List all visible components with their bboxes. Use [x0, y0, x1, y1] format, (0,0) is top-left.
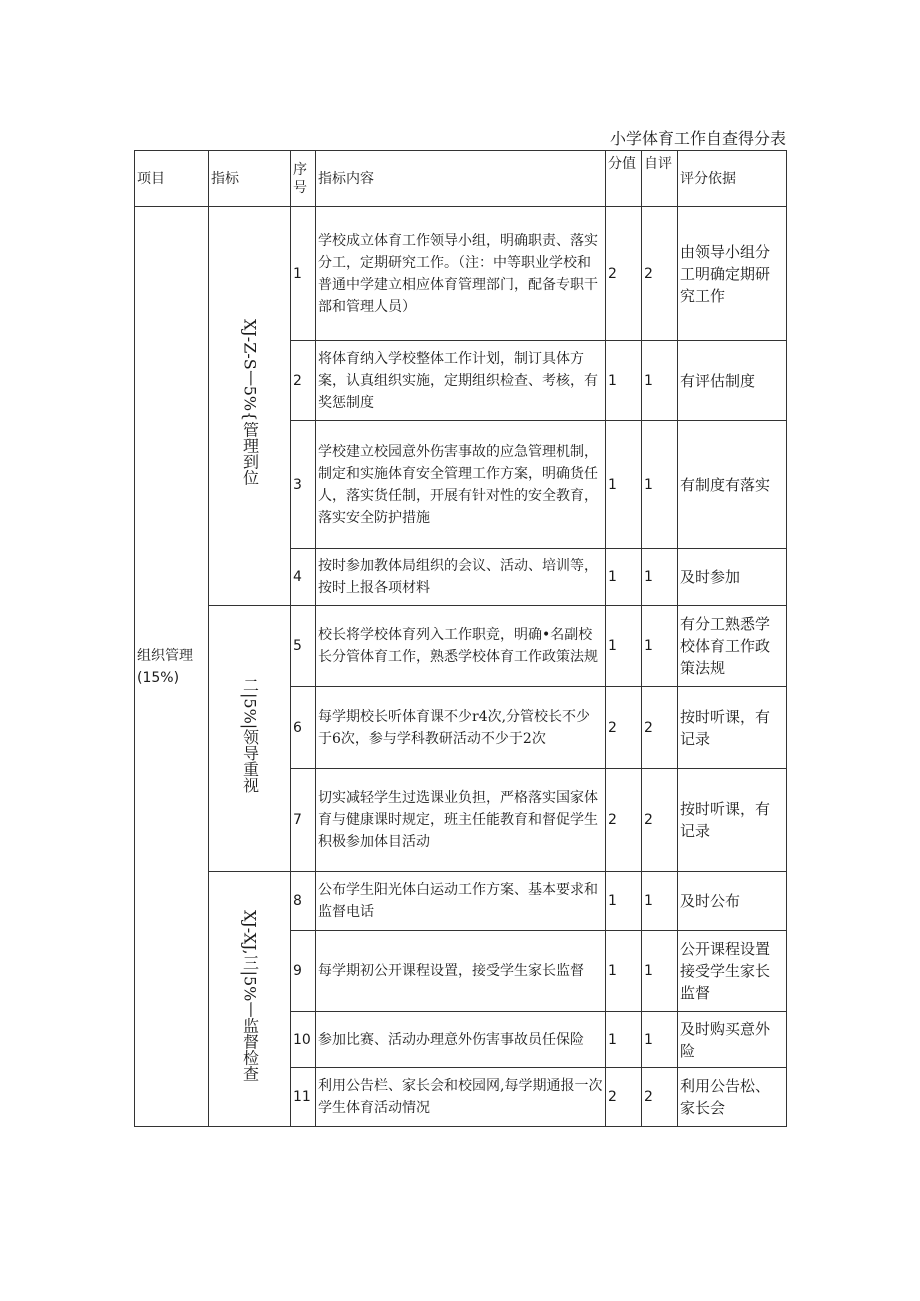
- row-basis: 由领导小组分工明确定期研究工作: [678, 207, 787, 341]
- header-basis: 评分依据: [678, 151, 787, 207]
- row-seq: 1: [291, 207, 316, 341]
- row-content: 切实减轻学生过选课业负担，严格落实国家体育与健康课时规定，班主任能教育和督促学生积极参加体目活动: [316, 769, 606, 872]
- row-content: 校长将学校体育列入工作职竞，明确•名副校长分管体育工作，熟悉学校体育工作政策法规: [316, 606, 606, 687]
- header-indicator: 指标: [209, 151, 291, 207]
- row-basis: 公开课程设置接受学生家长监督: [678, 931, 787, 1012]
- indicator-group-3: [209, 872, 291, 1127]
- header-score: 分值: [606, 151, 642, 207]
- category-label: 组织管理(15%): [137, 647, 193, 686]
- header-item: 项目: [135, 151, 209, 207]
- row-basis: 按时听课，有记录: [678, 769, 787, 872]
- row-seq: 9: [291, 931, 316, 1012]
- row-score: 1: [606, 421, 642, 549]
- row-self-score: 2: [642, 687, 678, 769]
- row-score: 1: [606, 341, 642, 421]
- row-seq: 10: [291, 1012, 316, 1068]
- row-seq: 8: [291, 872, 316, 931]
- row-content: 将体育纳入学校整体工作计划，制订具体方案，认真组织实施，定期组织检查、考核，有奖惩制度: [316, 341, 606, 421]
- row-score: 1: [606, 1012, 642, 1068]
- row-content: 参加比赛、活动办理意外伤害事故员任保险: [316, 1012, 606, 1068]
- row-content: 公布学生阳光体白运动工作方案、基本要求和监督电话: [316, 872, 606, 931]
- table-row: [135, 606, 787, 687]
- row-seq: 11: [291, 1068, 316, 1127]
- row-content: 利用公告栏、家长会和校园网,每学期通报一次学生体育活动情况: [316, 1068, 606, 1127]
- row-self-score: 1: [642, 931, 678, 1012]
- row-self-score: 1: [642, 421, 678, 549]
- row-score: 2: [606, 207, 642, 341]
- document-title: 小学体育工作自查得分表: [609, 129, 786, 148]
- score-table: [134, 150, 787, 1127]
- indicator-group-2: [209, 606, 291, 872]
- row-self-score: 1: [642, 872, 678, 931]
- row-basis: 及时参加: [678, 549, 787, 606]
- row-seq: 6: [291, 687, 316, 769]
- row-seq: 7: [291, 769, 316, 872]
- indicator-label-2: 二|5%|领导重视: [240, 676, 260, 794]
- indicator-label-1: XJ-Z-S丨5%{管理到位: [240, 319, 260, 486]
- row-self-score: 1: [642, 1012, 678, 1068]
- row-seq: 2: [291, 341, 316, 421]
- row-self-score: 1: [642, 341, 678, 421]
- row-score: 2: [606, 687, 642, 769]
- row-seq: 3: [291, 421, 316, 549]
- header-seq: 序号: [291, 151, 316, 207]
- row-basis: 有评估制度: [678, 341, 787, 421]
- row-score: 1: [606, 931, 642, 1012]
- row-self-score: 2: [642, 207, 678, 341]
- header-content: 指标内容: [316, 151, 606, 207]
- row-score: 1: [606, 606, 642, 687]
- indicator-label-3: XJ-XJ,三|5%丨监督检查: [240, 909, 260, 1082]
- row-content: 学校成立体育工作领导小组，明确职责、落实分工，定期研究工作。（注：中等职业学校和普通中学建立相应体育管理部门，配备专职干部和管理人员）: [316, 207, 606, 341]
- row-content: 学校建立校园意外伤害事故的应急管理机制，制定和实施体育安全管理工作方案，明确货任人，落实货任制，开展有针对性的安全教育，落实安全防护措施: [316, 421, 606, 549]
- row-seq: 5: [291, 606, 316, 687]
- row-basis: 及时公布: [678, 872, 787, 931]
- table-row: [135, 872, 787, 931]
- row-content: 每学期校长听体育课不少r4次,分管校长不少于6次，参与学科教研活动不少于2次: [316, 687, 606, 769]
- header-self-score: 自评: [642, 151, 678, 207]
- row-score: 2: [606, 1068, 642, 1127]
- indicator-group-1: [209, 207, 291, 606]
- row-self-score: 2: [642, 1068, 678, 1127]
- row-seq: 4: [291, 549, 316, 606]
- row-basis: 利用公告松、家长会: [678, 1068, 787, 1127]
- row-score: 1: [606, 872, 642, 931]
- table-row: [135, 207, 787, 341]
- row-score: 1: [606, 549, 642, 606]
- category-cell: [135, 207, 209, 1127]
- row-content: 按时参加教体局组织的会议、活动、培训等，按时上报各项材料: [316, 549, 606, 606]
- row-basis: 有分工熟悉学校体育工作政策法规: [678, 606, 787, 687]
- row-self-score: 1: [642, 549, 678, 606]
- row-basis: 按时听课，有记录: [678, 687, 787, 769]
- row-content: 每学期初公开课程设置，接受学生家长监督: [316, 931, 606, 1012]
- row-self-score: 1: [642, 606, 678, 687]
- row-basis: 有制度有落实: [678, 421, 787, 549]
- row-score: 2: [606, 769, 642, 872]
- row-basis: 及时购买意外险: [678, 1012, 787, 1068]
- row-self-score: 2: [642, 769, 678, 872]
- header-row: [135, 151, 787, 207]
